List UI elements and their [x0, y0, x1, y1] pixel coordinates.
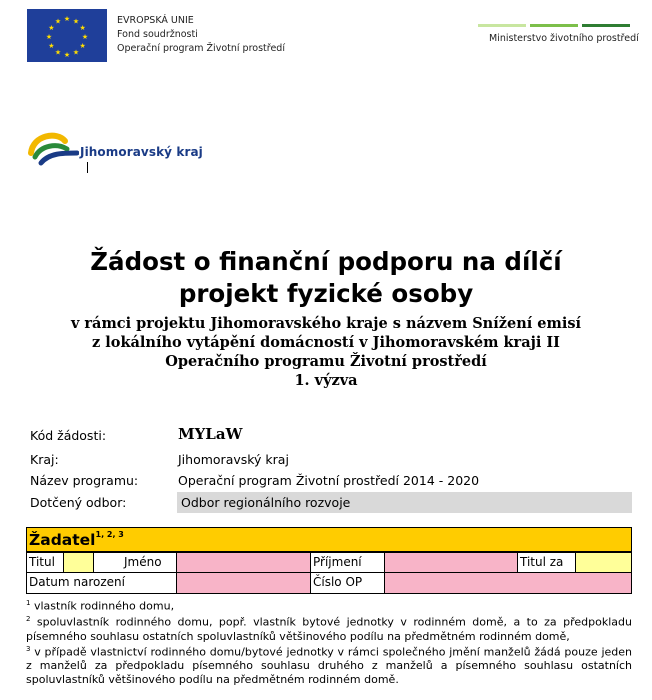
subtitle-line-4: 1. výzva [294, 372, 358, 389]
svg-text:★: ★ [81, 33, 89, 41]
footnote-2-text: spoluvlastník rodinného domu, popř. vlastník bytové jednotky v rodinném domě, a to za předpokladu písemného souhlasu ostatních spoluvlastníků většinového podílu na předmětném rodinném domě, [26, 615, 632, 643]
datum-narozeni-label: Datum narození [26, 572, 177, 594]
svg-text:★: ★ [79, 42, 86, 50]
region-label: Kraj: [30, 452, 59, 467]
titul-input[interactable] [63, 552, 94, 573]
applicant-section-header [26, 527, 632, 552]
prijmeni-input[interactable] [384, 552, 518, 573]
svg-text:★: ★ [48, 42, 55, 50]
ministry-logo-bars [478, 24, 630, 28]
footnote-3-text: v případě vlastnictví rodinného domu/bytové jednotky v rámci společného jmění manželů žádá pouze jeden z manželů za předpokladu písemného souhlasu druhého z manželů a písemného souhlasu ostatních spoluvlastníků většinového podílu na předmětném rodinném domě. [26, 645, 632, 686]
titul-za-input[interactable] [575, 552, 632, 573]
title-line-2: projekt fyzické osoby [178, 279, 474, 308]
footnote-1-mark: 1 [26, 599, 31, 607]
code-label: Kód žádosti: [30, 428, 107, 443]
applicant-heading [29, 531, 124, 549]
dept-label: Dotčený odbor: [30, 495, 127, 510]
datum-narozeni-input[interactable] [176, 572, 311, 594]
svg-text:★: ★ [54, 48, 62, 57]
svg-text:★: ★ [72, 17, 80, 26]
program-value: Operační program Životní prostředí 2014 - 2020 [178, 473, 480, 488]
subtitle-line-2: z lokálního vytápění domácností v Jihomoravském kraji II [92, 334, 560, 351]
region-logo-text: Jihomoravský kraj [80, 145, 203, 159]
eu-flag-logo [27, 9, 107, 62]
subtitle-line-3: Operačního programu Životní prostředí [165, 353, 487, 370]
ministry-name: Ministerstvo životního prostředí [489, 33, 639, 44]
cislo-op-label: Číslo OP [310, 572, 385, 594]
footnote-1 [26, 597, 632, 613]
applicant-heading-sup: 1, 2, 3 [95, 529, 124, 539]
svg-text:★: ★ [48, 24, 55, 32]
region-value: Jihomoravský kraj [178, 452, 289, 467]
footnote-2-mark: 2 [26, 615, 31, 624]
region-logo-icon [27, 127, 79, 167]
subtitle-line-1: v rámci projektu Jihomoravského kraje s názvem Snížení emisí [70, 315, 582, 332]
svg-text:★: ★ [63, 51, 71, 59]
eu-line-3: Operační program Životní prostředí [117, 43, 285, 54]
program-label: Název programu: [30, 473, 139, 488]
svg-text:★: ★ [79, 24, 86, 32]
footnote-1-text: vlastník rodinného domu, [30, 599, 175, 613]
code-value: MYLaW [178, 425, 243, 443]
titul-label: Titul [26, 552, 64, 573]
title-line-1: Žádost o finanční podporu na dílčí [90, 247, 562, 276]
form-title [0, 246, 652, 310]
eu-line-2: Fond soudržnosti [117, 29, 198, 40]
eu-fund-text [117, 14, 285, 56]
dept-value: Odbor regionálního rozvoje [177, 492, 632, 513]
text-cursor [87, 162, 88, 173]
footnotes [26, 597, 632, 687]
jmeno-input[interactable] [176, 552, 311, 573]
cislo-op-input[interactable] [384, 572, 632, 594]
jmeno-label: Jméno [93, 552, 177, 573]
footnote-2 [26, 613, 632, 643]
footnote-3 [26, 643, 632, 686]
svg-text:★: ★ [63, 15, 71, 23]
form-subtitle [0, 314, 652, 390]
footnote-3-mark: 3 [26, 645, 31, 654]
svg-text:★: ★ [54, 17, 62, 26]
applicant-heading-text: Žadatel [29, 531, 96, 549]
svg-text:★: ★ [45, 33, 53, 41]
titul-za-label: Titul za [517, 552, 576, 573]
svg-text:★: ★ [72, 48, 80, 57]
eu-line-1: EVROPSKÁ UNIE [117, 15, 194, 26]
prijmeni-label: Příjmení [310, 552, 385, 573]
